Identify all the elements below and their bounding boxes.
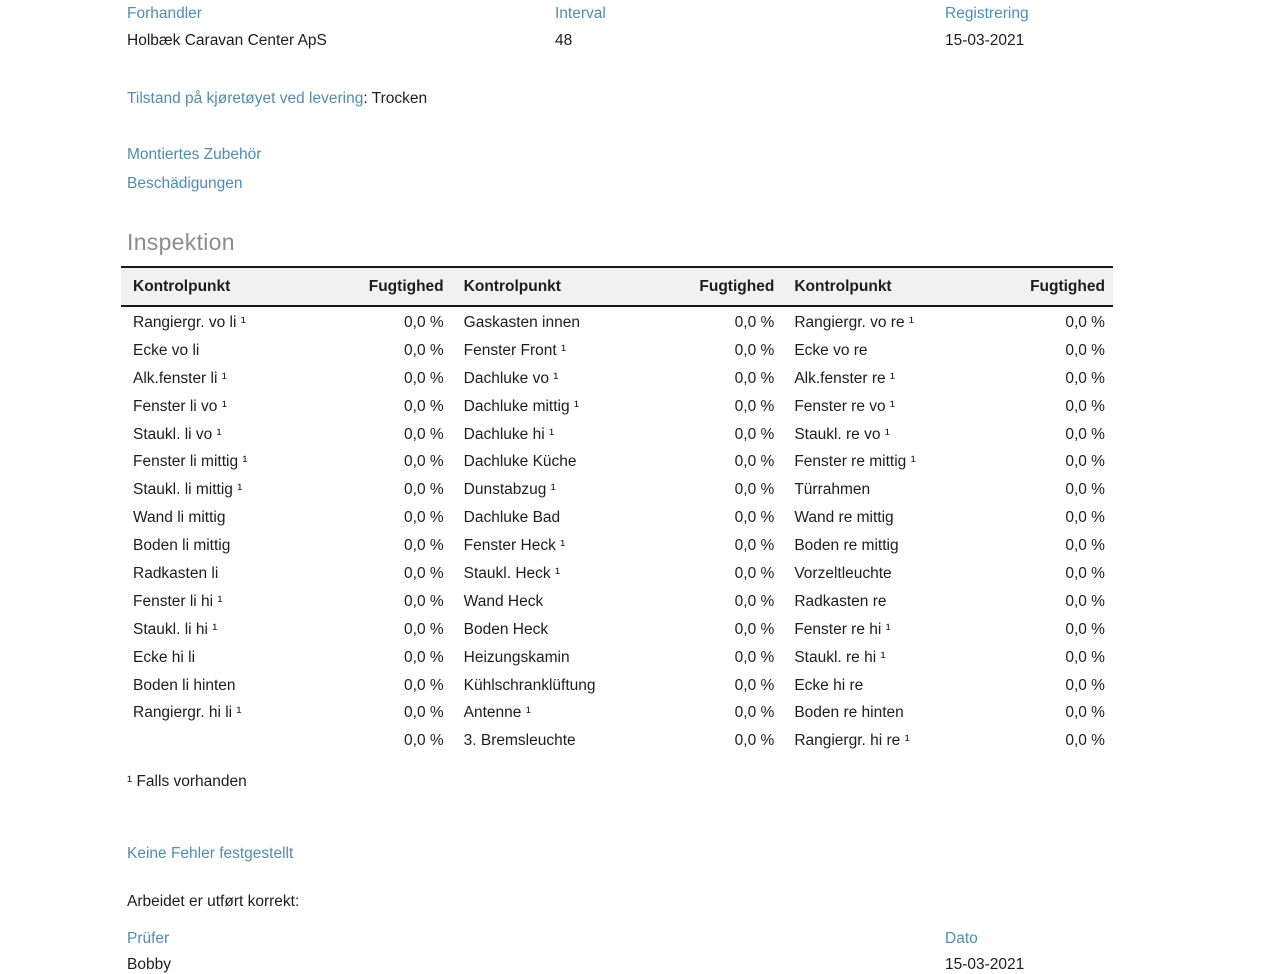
inspection-point-label: Dachluke Küche — [463, 453, 577, 471]
inspection-point-label: Heizungskamin — [463, 648, 570, 666]
inspection-moisture-value: 0,0 % — [1065, 509, 1105, 527]
header-group — [121, 278, 452, 296]
inspection-moisture-value: 0,0 % — [734, 481, 775, 499]
table-cell-group — [452, 677, 783, 695]
inspection-moisture-value: 0,0 % — [734, 453, 775, 471]
condition-line — [127, 89, 427, 108]
inspection-point-label: Wand Heck — [463, 592, 544, 610]
inspection-point-label: Wand li mittig — [133, 509, 226, 527]
table-row — [121, 588, 1113, 616]
column-header-point: Kontrolpunkt — [463, 277, 561, 295]
dealer-value: Holbæk Caravan Center ApS — [127, 32, 327, 49]
date-label: Dato — [945, 930, 978, 947]
inspection-point-label: 3. Bremsleuchte — [463, 732, 576, 750]
table-cell-group — [452, 481, 783, 499]
table-cell-group — [782, 565, 1113, 583]
inspection-moisture-value: 0,0 % — [1065, 425, 1105, 443]
inspection-point-label: Ecke hi re — [794, 676, 864, 694]
inspection-moisture-value: 0,0 % — [1065, 453, 1105, 471]
inspection-moisture-value: 0,0 % — [404, 648, 444, 666]
table-cell-group — [452, 565, 783, 583]
signature-date-clipped: 15-03-2021 — [945, 956, 1025, 973]
inspection-section-title: Inspektion — [127, 229, 235, 255]
table-cell-group — [452, 621, 783, 639]
inspection-moisture-value: 0,0 % — [1065, 564, 1105, 582]
inspection-moisture-value: 0,0 % — [404, 676, 444, 694]
column-header-point: Kontrolpunkt — [133, 277, 231, 295]
inspection-moisture-value: 0,0 % — [1065, 537, 1105, 555]
examiner-name-clipped: Bobby — [127, 956, 171, 973]
inspection-point-label: Fenster li mittig ¹ — [133, 453, 248, 471]
table-cell-group — [452, 704, 783, 722]
table-cell-group — [452, 370, 783, 388]
inspection-point-label: Türrahmen — [794, 481, 871, 499]
inspection-moisture-value: 0,0 % — [1065, 620, 1105, 638]
table-cell-group — [121, 398, 452, 416]
table-cell-group — [121, 426, 452, 444]
table-row — [121, 727, 1113, 755]
condition-label: Tilstand på kjøretøyet ved levering — [127, 90, 364, 107]
inspection-point-label: Fenster re mittig ¹ — [794, 453, 916, 471]
table-cell-group — [782, 481, 1113, 499]
table-cell-group — [121, 453, 452, 471]
column-header-moisture: Fugtighed — [368, 277, 444, 295]
table-cell-group — [452, 453, 783, 471]
table-row — [121, 476, 1113, 504]
table-cell-group — [452, 509, 783, 527]
inspection-moisture-value: 0,0 % — [734, 425, 775, 443]
table-cell-group — [452, 426, 783, 444]
inspection-point-label: Dachluke mittig ¹ — [463, 397, 580, 415]
inspection-moisture-value: 0,0 % — [1065, 704, 1105, 722]
inspection-moisture-value: 0,0 % — [734, 648, 775, 666]
table-cell-group — [121, 370, 452, 388]
dealer-field — [127, 5, 327, 50]
inspection-moisture-value: 0,0 % — [404, 704, 444, 722]
table-row — [121, 532, 1113, 560]
inspection-moisture-value: 0,0 % — [734, 509, 775, 527]
table-cell-group — [782, 677, 1113, 695]
table-cell-group — [452, 537, 783, 555]
interval-label: Interval — [555, 5, 606, 22]
table-cell-group — [782, 398, 1113, 416]
inspection-point-label: Alk.fenster re ¹ — [794, 369, 896, 387]
table-cell-group — [782, 593, 1113, 611]
inspection-moisture-value: 0,0 % — [734, 341, 775, 359]
inspection-moisture-value: 0,0 % — [404, 453, 444, 471]
inspection-point-label: Fenster re vo ¹ — [794, 397, 896, 415]
inspection-point-label: Rangiergr. vo li ¹ — [133, 313, 246, 331]
table-row — [121, 616, 1113, 644]
inspection-point-label: Ecke vo re — [794, 341, 868, 359]
table-cell-group — [121, 593, 452, 611]
inspection-moisture-value: 0,0 % — [404, 732, 444, 750]
table-row — [121, 393, 1113, 421]
inspection-point-label: Rangiergr. hi li ¹ — [133, 704, 242, 722]
inspection-point-label: Staukl. li mittig ¹ — [133, 481, 243, 499]
inspection-point-label: Boden li hinten — [133, 676, 236, 694]
table-cell-group — [121, 677, 452, 695]
inspection-point-label: Dachluke vo ¹ — [463, 369, 559, 387]
inspection-moisture-value: 0,0 % — [1065, 732, 1105, 750]
inspection-moisture-value: 0,0 % — [404, 341, 444, 359]
table-cell-group — [121, 537, 452, 555]
inspection-moisture-value: 0,0 % — [1065, 481, 1105, 499]
table-cell-group — [452, 593, 783, 611]
column-header-moisture: Fugtighed — [1030, 277, 1105, 295]
inspection-moisture-value: 0,0 % — [404, 564, 444, 582]
inspection-point-label: Alk.fenster li ¹ — [133, 369, 227, 387]
table-cell-group — [121, 621, 452, 639]
inspection-moisture-value: 0,0 % — [404, 481, 444, 499]
inspection-point-label: Fenster Front ¹ — [463, 341, 567, 359]
table-cell-group — [782, 537, 1113, 555]
inspection-point-label: Boden re hinten — [794, 704, 904, 722]
table-cell-group — [121, 704, 452, 722]
registration-field — [945, 5, 1029, 50]
inspection-point-label: Radkasten re — [794, 592, 887, 610]
inspection-point-label: Staukl. li vo ¹ — [133, 425, 222, 443]
inspection-moisture-value: 0,0 % — [404, 313, 444, 331]
inspection-point-label: Radkasten li — [133, 564, 219, 582]
damages-link[interactable]: Beschädigungen — [127, 175, 243, 192]
inspection-point-label: Staukl. re vo ¹ — [794, 425, 890, 443]
inspection-point-label: Fenster Heck ¹ — [463, 537, 566, 555]
table-row — [121, 337, 1113, 365]
table-cell-group — [452, 649, 783, 667]
header-group — [452, 278, 783, 296]
inspection-moisture-value: 0,0 % — [1065, 648, 1105, 666]
inspection-point-label: Dunstabzug ¹ — [463, 481, 556, 499]
inspection-point-label: Staukl. Heck ¹ — [463, 564, 561, 582]
inspection-moisture-value: 0,0 % — [1065, 592, 1105, 610]
registration-value: 15-03-2021 — [945, 32, 1025, 49]
work-statement: Arbeidet er utført korrekt: — [127, 893, 300, 910]
inspection-point-label: Vorzeltleuchte — [794, 564, 892, 582]
dealer-label: Forhandler — [127, 5, 202, 22]
inspection-moisture-value: 0,0 % — [734, 313, 775, 331]
inspection-moisture-value: 0,0 % — [404, 592, 444, 610]
table-row — [121, 560, 1113, 588]
inspection-moisture-value: 0,0 % — [734, 676, 775, 694]
column-header-point: Kontrolpunkt — [794, 277, 892, 295]
table-row — [121, 504, 1113, 532]
table-cell-group — [782, 509, 1113, 527]
table-row — [121, 672, 1113, 700]
inspection-point-label: Fenster re hi ¹ — [794, 620, 891, 638]
inspection-moisture-value: 0,0 % — [734, 397, 775, 415]
table-cell-group — [121, 314, 452, 332]
table-cell-group — [452, 314, 783, 332]
inspection-point-label: Wand re mittig — [794, 509, 894, 527]
interval-value: 48 — [555, 32, 573, 49]
table-cell-group — [782, 342, 1113, 360]
condition-separator: : — [363, 90, 368, 107]
table-cell-group — [782, 370, 1113, 388]
table-row — [121, 699, 1113, 727]
table-cell-group — [782, 453, 1113, 471]
inspection-point-label: Staukl. re hi ¹ — [794, 648, 886, 666]
table-cell-group — [782, 732, 1113, 750]
inspection-moisture-value: 0,0 % — [1065, 341, 1105, 359]
no-faults-link[interactable]: Keine Fehler festgestellt — [127, 845, 294, 862]
table-cell-group — [452, 398, 783, 416]
inspection-moisture-value: 0,0 % — [734, 592, 775, 610]
inspection-point-label: Dachluke Bad — [463, 509, 561, 527]
inspection-point-label: Dachluke hi ¹ — [463, 425, 555, 443]
table-row — [121, 644, 1113, 672]
inspection-table — [121, 266, 1113, 755]
table-row — [121, 421, 1113, 449]
footnote: ¹ Falls vorhanden — [127, 773, 247, 790]
inspection-moisture-value: 0,0 % — [404, 397, 444, 415]
registration-label: Registrering — [945, 5, 1029, 22]
inspection-moisture-value: 0,0 % — [404, 509, 444, 527]
inspection-point-label: Ecke vo li — [133, 341, 200, 359]
table-cell-group — [782, 426, 1113, 444]
inspection-point-label: Rangiergr. hi re ¹ — [794, 732, 910, 750]
inspection-moisture-value: 0,0 % — [734, 732, 775, 750]
table-row — [121, 448, 1113, 476]
inspection-point-label — [121, 732, 404, 750]
interval-field — [555, 5, 606, 50]
inspection-point-label: Kühlschranklüftung — [463, 676, 596, 694]
inspection-moisture-value: 0,0 % — [1065, 397, 1105, 415]
table-row — [121, 309, 1113, 337]
inspection-moisture-value: 0,0 % — [734, 537, 775, 555]
table-cell-group — [782, 314, 1113, 332]
inspection-point-label: Fenster li hi ¹ — [133, 592, 223, 610]
inspection-moisture-value: 0,0 % — [404, 620, 444, 638]
mounted-accessories-link[interactable]: Montiertes Zubehör — [127, 146, 262, 163]
table-cell-group — [782, 704, 1113, 722]
header-group — [782, 278, 1113, 296]
examiner-label: Prüfer — [127, 930, 170, 947]
inspection-point-label: Boden Heck — [463, 620, 549, 638]
inspection-point-label: Fenster li vo ¹ — [133, 397, 227, 415]
table-cell-group — [452, 732, 783, 750]
inspection-point-label: Rangiergr. vo re ¹ — [794, 313, 915, 331]
table-cell-group — [782, 621, 1113, 639]
inspection-moisture-value: 0,0 % — [734, 564, 775, 582]
inspection-rows — [121, 307, 1113, 755]
table-cell-group — [121, 509, 452, 527]
table-cell-group — [452, 342, 783, 360]
inspection-moisture-value: 0,0 % — [734, 704, 775, 722]
inspection-point-label: Boden li mittig — [133, 537, 231, 555]
inspection-point-label: Staukl. li hi ¹ — [133, 620, 218, 638]
inspection-moisture-value: 0,0 % — [734, 620, 775, 638]
inspection-moisture-value: 0,0 % — [734, 369, 775, 387]
column-header-moisture: Fugtighed — [699, 277, 775, 295]
inspection-point-label: Boden re mittig — [794, 537, 899, 555]
inspection-moisture-value: 0,0 % — [404, 537, 444, 555]
inspection-point-label: Gaskasten innen — [463, 313, 580, 331]
inspection-point-label: Ecke hi li — [133, 648, 196, 666]
inspection-moisture-value: 0,0 % — [1065, 369, 1105, 387]
inspection-table-header — [121, 266, 1113, 307]
inspection-moisture-value: 0,0 % — [404, 369, 444, 387]
table-row — [121, 365, 1113, 393]
table-cell-group — [121, 565, 452, 583]
inspection-moisture-value: 0,0 % — [1065, 313, 1105, 331]
table-cell-group — [121, 732, 452, 750]
table-cell-group — [121, 649, 452, 667]
condition-value: Trocken — [371, 90, 428, 107]
inspection-point-label: Antenne ¹ — [463, 704, 531, 722]
table-cell-group — [121, 481, 452, 499]
inspection-moisture-value: 0,0 % — [1065, 676, 1105, 694]
table-cell-group — [782, 649, 1113, 667]
table-cell-group — [121, 342, 452, 360]
inspection-moisture-value: 0,0 % — [404, 425, 444, 443]
